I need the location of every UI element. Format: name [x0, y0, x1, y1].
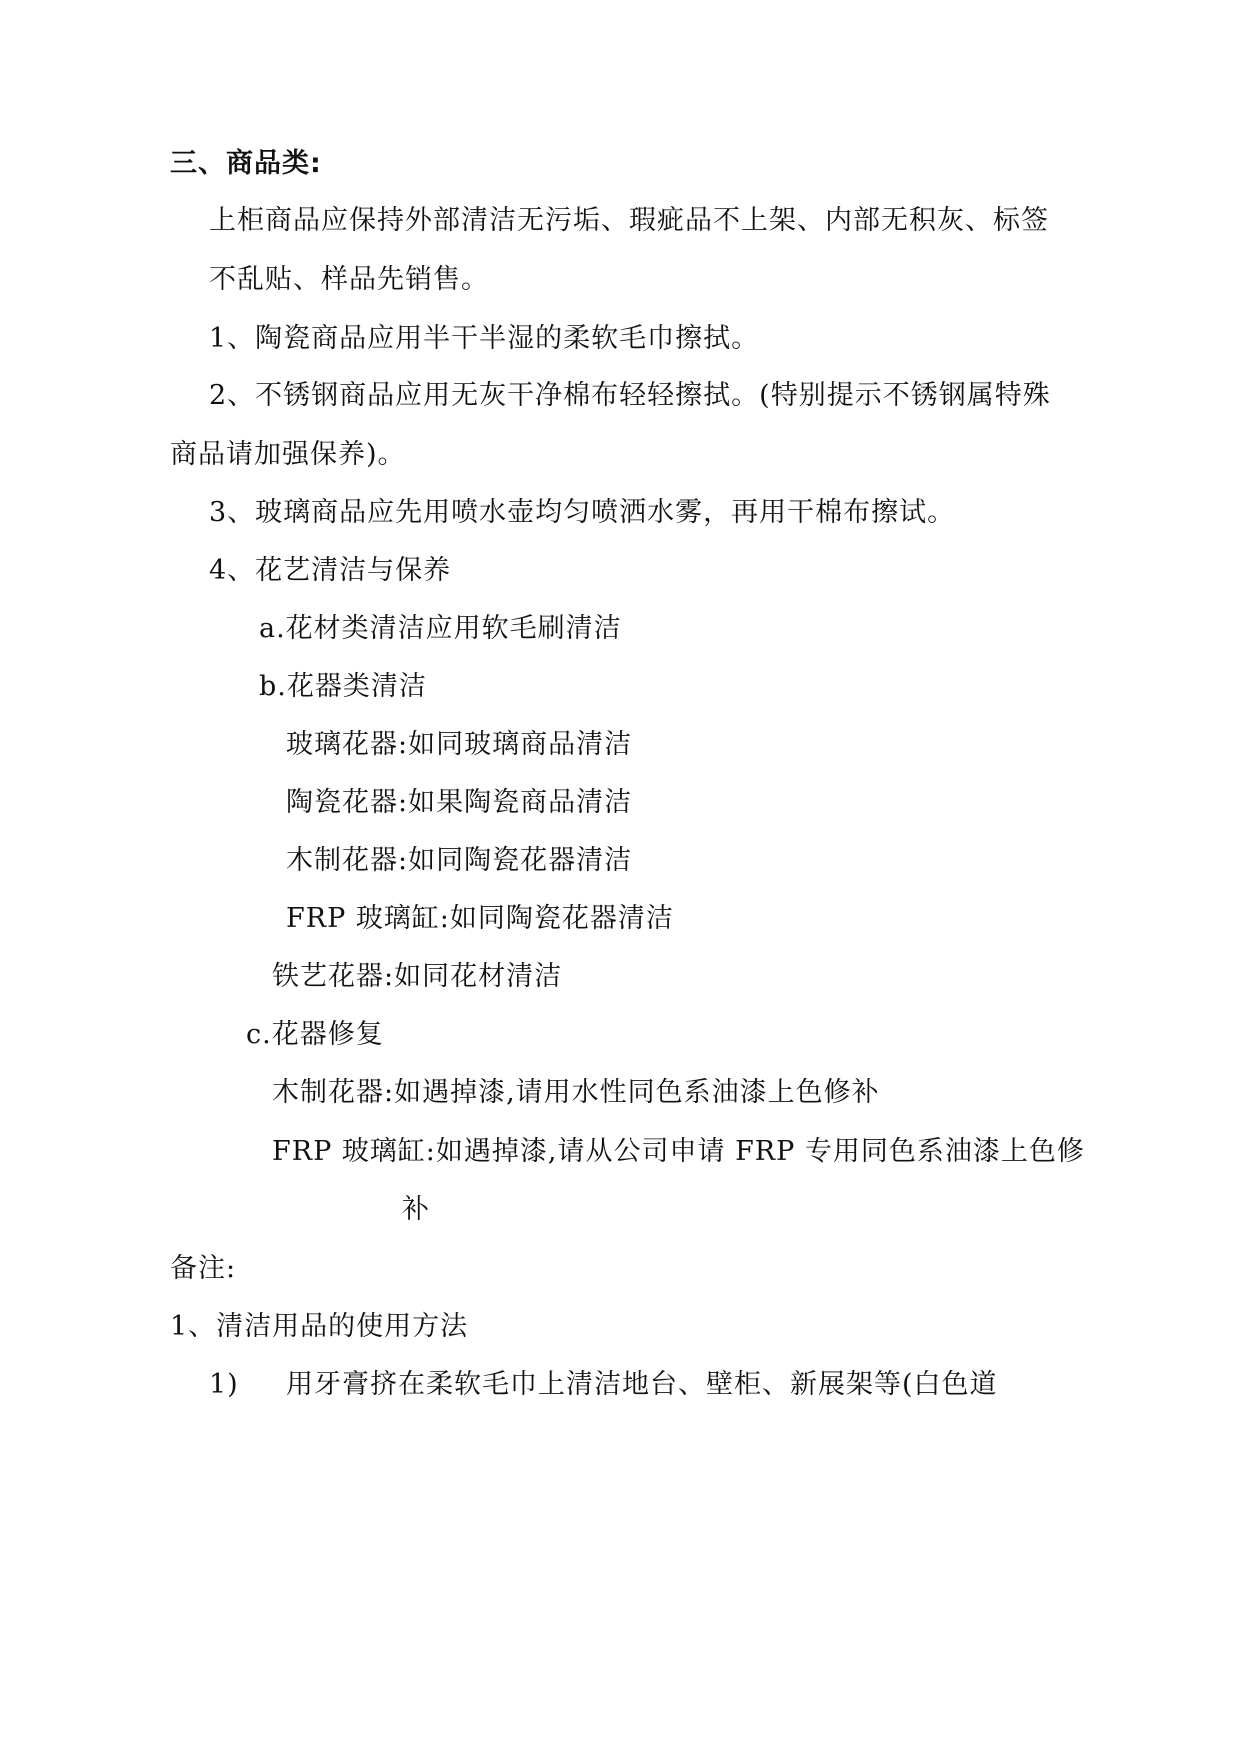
remark-item-1-1-number: 1) — [209, 1369, 239, 1400]
remark-item-1: 1、清洁用品的使用方法 — [170, 1311, 469, 1342]
remark-item-1-1-text: 用牙膏挤在柔软毛巾上清洁地台、壁柜、新展架等(白色道 — [286, 1369, 998, 1400]
c-frp-repair-line-1: FRP 玻璃缸:如遇掉漆,请从公司申请 FRP 专用同色系油漆上色修 — [272, 1136, 1085, 1167]
b-glass-vase: 玻璃花器:如同玻璃商品清洁 — [286, 729, 633, 760]
item-1: 1、陶瓷商品应用半干半湿的柔软毛巾擦拭。 — [209, 323, 760, 354]
b-ceramic-vase: 陶瓷花器:如果陶瓷商品清洁 — [286, 787, 633, 818]
sub-item-c: c.花器修复 — [246, 1019, 384, 1050]
intro-line-1: 上柜商品应保持外部清洁无污垢、瑕疵品不上架、内部无积灰、标签 — [209, 205, 1049, 236]
sub-item-a: a.花材类清洁应用软毛刷清洁 — [259, 613, 622, 644]
section-title: 三、商品类: — [170, 148, 322, 179]
item-3: 3、玻璃商品应先用喷水壶均匀喷洒水雾，再用干棉布擦试。 — [209, 497, 956, 528]
c-wood-repair: 木制花器:如遇掉漆,请用水性同色系油漆上色修补 — [272, 1077, 880, 1108]
remark-title: 备注: — [170, 1253, 237, 1284]
intro-line-2: 不乱贴、样品先销售。 — [209, 264, 489, 295]
c-frp-repair-line-2: 补 — [402, 1194, 430, 1225]
b-frp-vase: FRP 玻璃缸:如同陶瓷花器清洁 — [286, 903, 674, 934]
item-2-line-2: 商品请加强保养)。 — [170, 439, 406, 470]
item-2-line-1: 2、不锈钢商品应用无灰干净棉布轻轻擦拭。(特别提示不锈钢属特殊 — [209, 380, 1051, 411]
b-iron-vase: 铁艺花器:如同花材清洁 — [272, 961, 563, 992]
item-4: 4、花艺清洁与保养 — [209, 555, 452, 586]
b-wood-vase: 木制花器:如同陶瓷花器清洁 — [286, 845, 633, 876]
sub-item-b: b.花器类清洁 — [259, 671, 427, 702]
